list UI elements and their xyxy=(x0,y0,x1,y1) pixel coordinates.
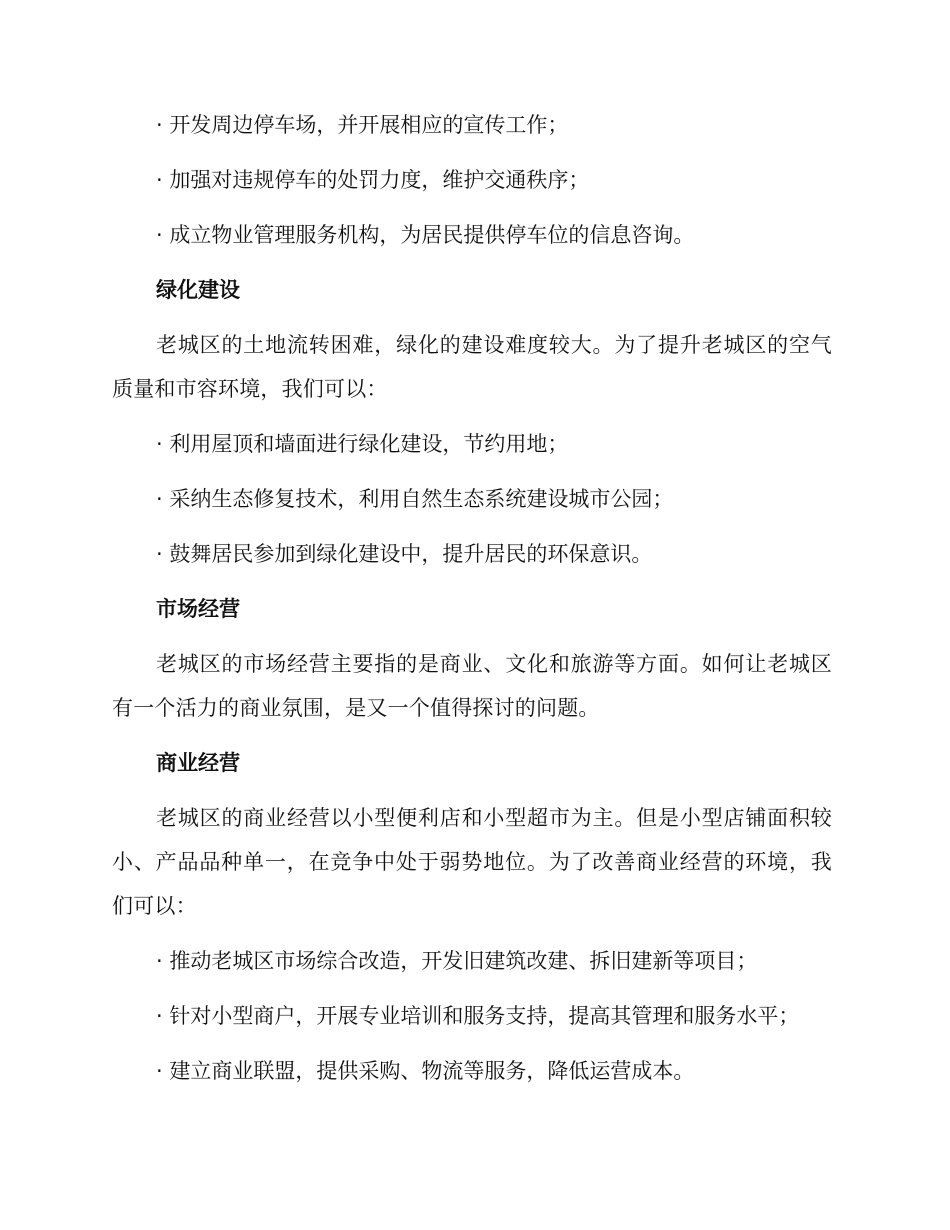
heading-market: 市场经营 xyxy=(156,597,240,621)
bullet-property-service: · 成立物业管理服务机构，为居民提供停车位的信息咨询。 xyxy=(156,223,695,247)
bullet-eco-restoration: · 采纳生态修复技术，利用自然生态系统建设城市公园； xyxy=(156,487,674,511)
bullet-parking-penalties: · 加强对违规停车的处罚力度，维护交通秩序； xyxy=(156,168,590,192)
bullet-merchant-training: · 针对小型商户，开展专业培训和服务支持，提高其管理和服务水平； xyxy=(156,1004,800,1028)
bullet-roof-greening: · 利用屋顶和墙面进行绿化建设，节约用地； xyxy=(156,432,569,456)
paragraph-commerce: 老城区的商业经营以小型便利店和小型超市为主。但是小型店铺面积较小、产品品种单一，在竞争中处于弱势地位。为了改善商业经营的环境，我们可以： xyxy=(112,806,832,918)
heading-greening: 绿化建设 xyxy=(156,278,240,302)
bullet-resident-participation: · 鼓舞居民参加到绿化建设中，提升居民的环保意识。 xyxy=(156,542,653,566)
bullet-market-renovation: · 推动老城区市场综合改造，开发旧建筑改建、拆旧建新等项目； xyxy=(156,949,758,973)
paragraph-market: 老城区的市场经营主要指的是商业、文化和旅游等方面。如何让老城区有一个活力的商业氛围，是又一个值得探讨的问题。 xyxy=(112,652,832,720)
bullet-parking-lots: · 开发周边停车场，并开展相应的宣传工作； xyxy=(156,113,569,137)
paragraph-greening: 老城区的土地流转困难，绿化的建设难度较大。为了提升老城区的空气质量和市容环境，我们可以： xyxy=(112,333,832,401)
heading-commerce: 商业经营 xyxy=(156,751,240,775)
bullet-business-alliance: · 建立商业联盟，提供采购、物流等服务，降低运营成本。 xyxy=(156,1059,695,1083)
